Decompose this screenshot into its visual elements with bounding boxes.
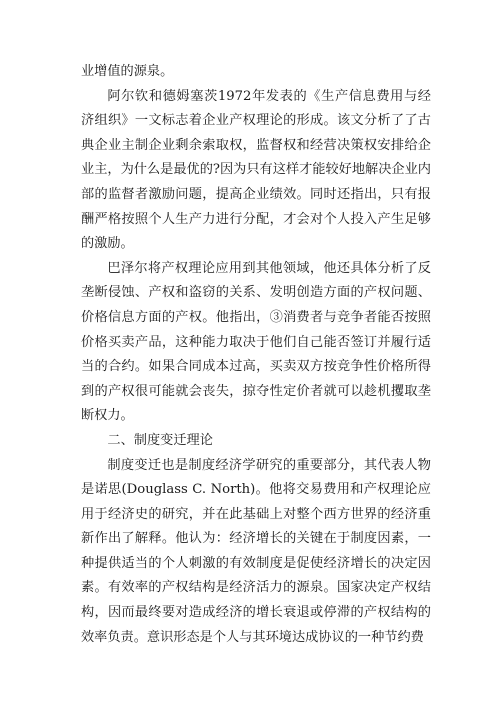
- paragraph-alchian-demsetz: 阿尔钦和德姆塞茨1972年发表的《生产信息费用与经济组织》一文标志着企业产权理论的形成。该文分析了了古典企业主制企业剩余索取权，监督权和经营决策权安排给企业主，为什么是最优的?因为只有这样才能较好地解决企业内部的监督者激励问题，提高企业绩效。同时还指出，只有报酬严格按照个人生产力进行分配，才会对个人投入产生足够的激励。: [81, 88, 431, 252]
- paragraph-continuation: 业增值的源泉。: [81, 64, 174, 79]
- paragraph-north: 制度变迁也是制度经济学研究的重要部分，其代表人物是诺思(Douglass C. North)。他将交易费用和产权理论应用于经济史的研究，并在此基础上对整个西方世界的经济重新作出了解释。他认为：经济增长的关键在于制度因素，一种提供适当的个人刺激的有效制度是促使经济增长的决定因素。有效率的产权结构是经济活力的源泉。国家决定产权结构，因而最终要对造成经济的增长衰退或停滞的产权结构的效率负责。意识形态是个人与其环境达成协议的一种节约费: [81, 457, 431, 645]
- paragraph-barzel: 巴泽尔将产权理论应用到其他领域，他还具体分析了反垄断侵蚀、产权和盗窃的关系、发明创造方面的产权问题、价格信息方面的产权。他指出，③消费者与竞争者能否按照价格买卖产品，这种能力取决于他们自己能否签订并履行适当的合约。如果合同成本过高，买卖双方按竞争性价格所得到的产权很可能就会丧失，掠夺性定价者就可以趁机攫取垄断权力。: [81, 260, 431, 424]
- section-heading-institutional-change: 二、制度变迁理论: [107, 432, 213, 448]
- document-body: [81, 60, 431, 650]
